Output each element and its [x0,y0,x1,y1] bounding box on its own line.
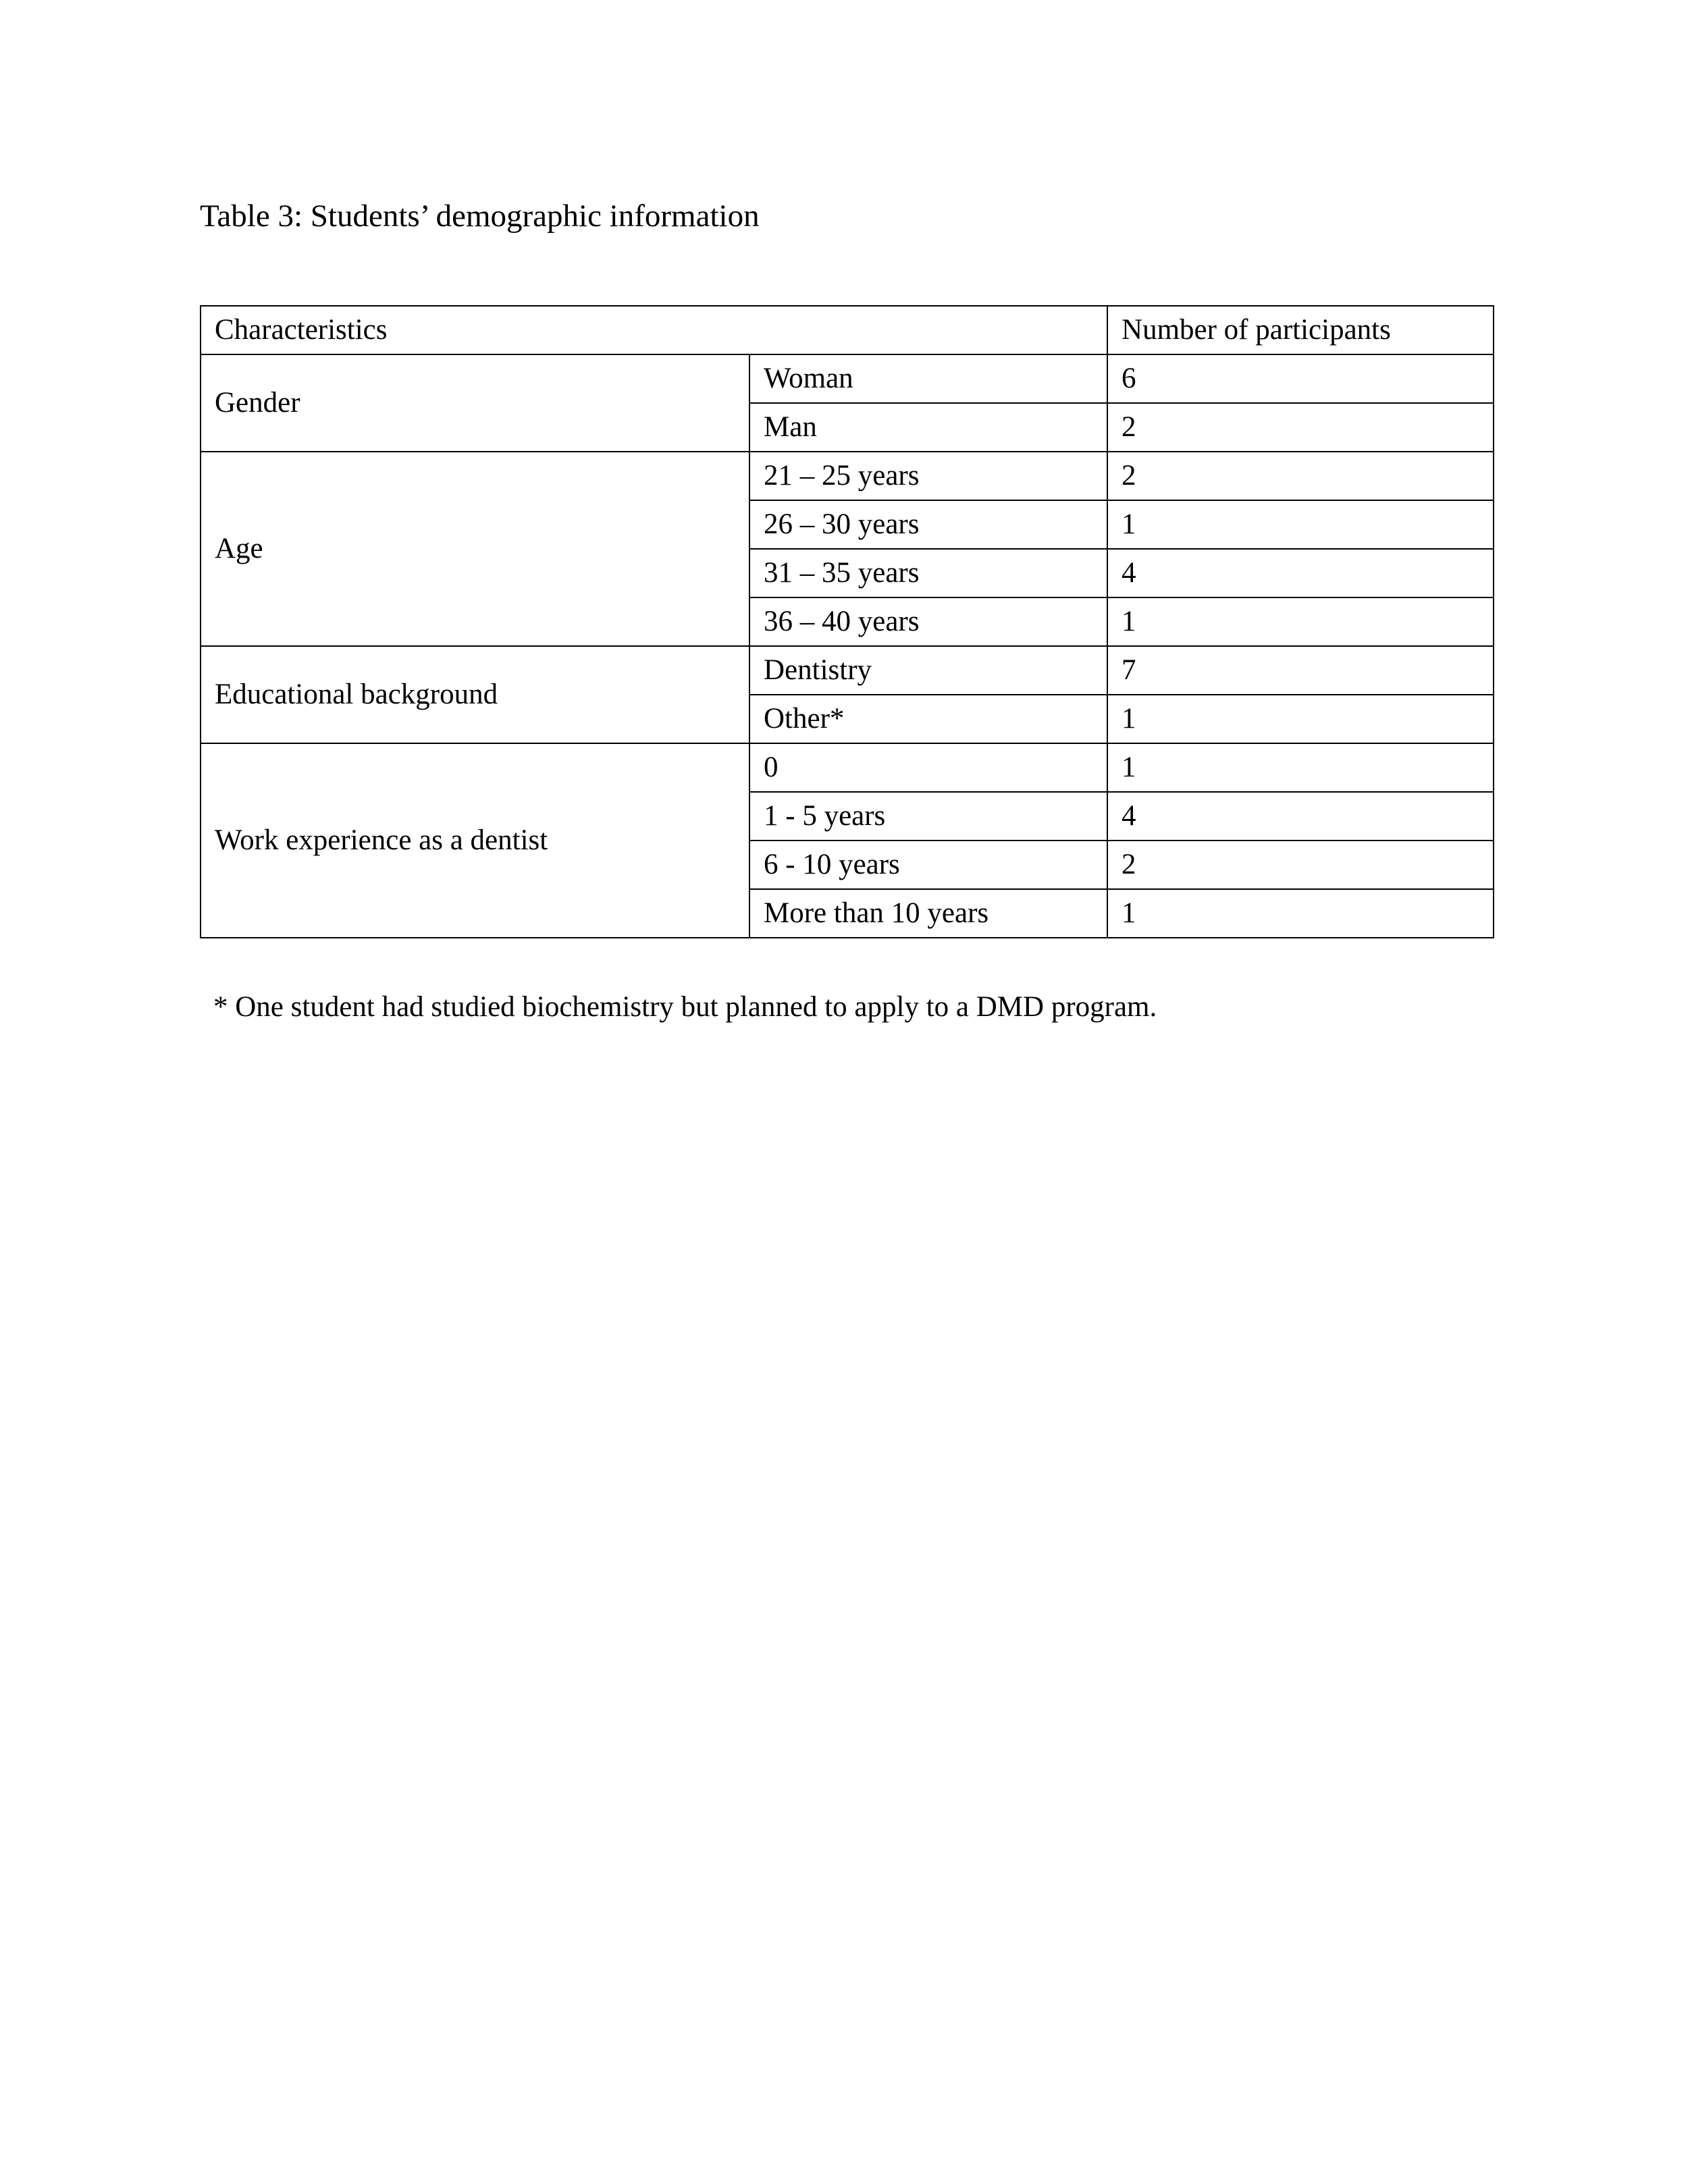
table-footnote: * One student had studied biochemistry but planned to apply to a DMD program. [213,991,1157,1023]
count-cell: 2 [1107,452,1494,500]
group-label-work-experience: Work experience as a dentist [201,743,749,938]
table-row [201,646,1494,695]
count-cell: 1 [1107,695,1494,743]
category-cell: 36 – 40 years [749,597,1107,646]
table-row [201,743,1494,792]
table-row [201,354,1494,403]
header-number-of-participants: Number of participants [1107,306,1494,354]
count-cell: 4 [1107,549,1494,597]
count-cell: 1 [1107,743,1494,792]
group-label-educational-background: Educational background [201,646,749,743]
table-header-row [201,306,1494,354]
count-cell: 1 [1107,889,1494,938]
count-cell: 1 [1107,597,1494,646]
category-cell: 26 – 30 years [749,500,1107,549]
category-cell: Other* [749,695,1107,743]
category-cell: 31 – 35 years [749,549,1107,597]
table-row [201,452,1494,500]
group-label-age: Age [201,452,749,646]
demographics-table [200,305,1494,938]
category-cell: 1 - 5 years [749,792,1107,841]
header-characteristics: Characteristics [201,306,1107,354]
category-cell: 0 [749,743,1107,792]
count-cell: 2 [1107,403,1494,452]
count-cell: 4 [1107,792,1494,841]
count-cell: 7 [1107,646,1494,695]
group-label-gender: Gender [201,354,749,452]
count-cell: 2 [1107,841,1494,889]
category-cell: More than 10 years [749,889,1107,938]
count-cell: 6 [1107,354,1494,403]
category-cell: Woman [749,354,1107,403]
category-cell: Man [749,403,1107,452]
category-cell: Dentistry [749,646,1107,695]
category-cell: 6 - 10 years [749,841,1107,889]
category-cell: 21 – 25 years [749,452,1107,500]
table-caption: Table 3: Students’ demographic information [200,198,760,234]
count-cell: 1 [1107,500,1494,549]
